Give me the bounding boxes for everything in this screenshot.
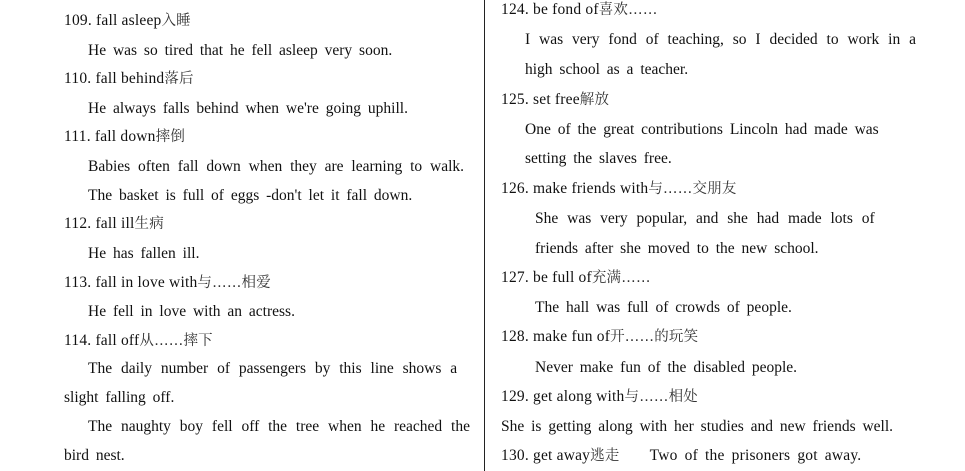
entry-number: 128.	[501, 328, 529, 345]
entry-113-heading	[64, 273, 271, 293]
entry-number: 124.	[501, 1, 529, 18]
example-sentence: He always falls behind when we're going uphill.	[88, 100, 408, 117]
entry-111-heading	[64, 127, 185, 147]
example-sentence: The hall was full of crowds of people.	[535, 299, 792, 316]
example-sentence: One of the great contributions Lincoln had made was	[525, 121, 879, 138]
entry-translation: 从……摔下	[139, 333, 213, 349]
entry-number: 110.	[64, 70, 92, 87]
entry-phrase: fall behind	[95, 70, 165, 87]
entry-phrase: be fond of	[533, 1, 599, 18]
example-sentence: The basket is full of eggs -don't let it fall down.	[88, 187, 413, 204]
entry-translation: 入睡	[161, 13, 191, 29]
entry-number: 112.	[64, 215, 92, 232]
example-sentence: setting the slaves free.	[525, 150, 672, 167]
column-divider	[484, 0, 485, 471]
entry-translation: 落后	[164, 71, 194, 87]
entry-translation: 生病	[134, 216, 164, 232]
entry-phrase: get along with	[533, 388, 625, 405]
entry-phrase: fall down	[94, 128, 156, 145]
entry-128-heading	[501, 327, 698, 347]
entry-127-heading	[501, 268, 651, 288]
entry-number: 109.	[64, 12, 92, 29]
example-sentence: The daily number of passengers by this line shows a	[88, 360, 458, 377]
example-sentence: He fell in love with an actress.	[88, 303, 295, 320]
example-sentence: Never make fun of the disabled people.	[535, 359, 798, 376]
entry-translation: 与……交朋友	[648, 181, 737, 197]
example-sentence: She was very popular, and she had made lots of	[535, 210, 875, 227]
example-sentence: friends after she moved to the new school.	[535, 240, 819, 257]
example-sentence: He was so tired that he fell asleep very soon.	[88, 42, 393, 59]
entry-129-heading	[501, 387, 698, 407]
example-sentence: bird nest.	[64, 447, 125, 464]
entry-number: 130.	[501, 447, 529, 464]
entry-phrase: make fun of	[533, 328, 611, 345]
entry-phrase: get away	[533, 447, 591, 464]
example-sentence: She is getting along with her studies and new friends well.	[501, 418, 894, 435]
entry-125-heading	[501, 90, 609, 110]
entry-126-heading	[501, 179, 737, 199]
example-sentence: I was very fond of teaching, so I decided to work in a	[525, 31, 916, 48]
example-sentence: The naughty boy fell off the tree when he reached the	[88, 418, 470, 435]
entry-phrase: set free	[533, 91, 580, 108]
entry-number: 114.	[64, 332, 92, 349]
example-sentence: slight falling off.	[64, 389, 175, 406]
entry-114-heading	[64, 331, 213, 351]
entry-phrase: fall ill	[95, 215, 135, 232]
entry-translation: 摔倒	[155, 129, 186, 145]
entry-110-heading	[64, 69, 194, 89]
entry-phrase: fall asleep	[96, 12, 162, 29]
entry-number: 129.	[501, 388, 529, 405]
entry-130-heading	[501, 446, 861, 466]
example-sentence: high school as a teacher.	[525, 61, 689, 78]
entry-phrase: make friends with	[533, 180, 649, 197]
entry-translation: 解放	[579, 92, 610, 108]
entry-112-heading	[64, 214, 164, 234]
entry-number: 125.	[501, 91, 529, 108]
entry-translation: 开……的玩笑	[610, 329, 699, 345]
example-sentence: Babies often fall down when they are learning to walk.	[88, 158, 465, 175]
entry-translation: 逃走	[590, 448, 620, 464]
entry-109-heading	[64, 11, 191, 31]
entry-number: 126.	[501, 180, 529, 197]
entry-translation: 与……相爱	[197, 275, 271, 291]
entry-number: 111.	[64, 128, 91, 145]
entry-124-heading	[501, 0, 658, 20]
entry-number: 113.	[64, 274, 92, 291]
entry-translation: 充满……	[591, 270, 651, 286]
example-sentence: He has fallen ill.	[88, 245, 200, 262]
entry-phrase: be full of	[533, 269, 592, 286]
entry-number: 127.	[501, 269, 529, 286]
example-sentence: Two of the prisoners got away.	[649, 447, 862, 464]
entry-translation: 与……相处	[624, 389, 698, 405]
entry-phrase: fall off	[95, 332, 140, 349]
entry-phrase: fall in love with	[95, 274, 198, 291]
entry-translation: 喜欢……	[598, 2, 658, 18]
